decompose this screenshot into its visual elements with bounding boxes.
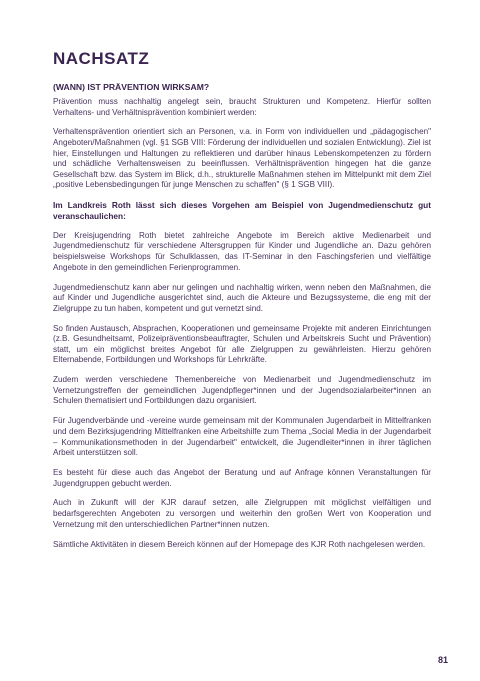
paragraph-intro: Prävention muss nachhaltig angelegt sein, braucht Strukturen und Kompetenz. Hierfür sollten Verhaltens- und Verhältnisprävention kombiniert werden:: [53, 97, 431, 117]
paragraph-highlight: Im Landkreis Roth lässt sich dieses Vorgehen am Beispiel von Jugendmedienschutz gut veranschaulichen:: [53, 200, 431, 221]
section-subheading: (WANN) IST PRÄVENTION WIRKSAM?: [53, 82, 210, 92]
paragraph-kreisjugendring: Der Kreisjugendring Roth bietet zahlreiche Angebote im Bereich aktive Medienarbeit und Jugendmedienschutz für verschiedene Altersgruppen für Kinder und Jugendliche an. Dazu gehören beispielsweise Workshops für Schulklassen, das IT-Seminar in den Faschingsferien und vielfältige Angebote in den gemeindlichen Ferienprogrammen.: [53, 230, 431, 272]
body-text: [53, 97, 431, 559]
paragraph-arbeitshilfe: Für Jugendverbände und -vereine wurde gemeinsam mit der Kommunalen Jugendarbeit in Mittelfranken und dem Bezirksjugendring Mittelfranken eine Arbeitshilfe zum Thema „Social Media in der Jugendarbeit – Kommunikationsmethoden in der Jugendarbeit" entwickelt, die Jugendleiter*innen in ihrer täglichen Arbeit unterstützen soll.: [53, 416, 431, 458]
paragraph-vernetzung: Zudem werden verschiedene Themenbereiche von Medienarbeit und Jugendmedienschutz im Vernetzungstreffen der gemeindlichen Jugendpfleger*innen und der Jugendsozialarbeiter*innen an Schulen thematisiert und Fortbildungen dazu organisiert.: [53, 375, 431, 406]
paragraph-homepage: Sämtliche Aktivitäten in diesem Bereich können auf der Homepage des KJR Roth nachgelesen werden.: [53, 539, 426, 549]
paragraph-beratung: Es besteht für diese auch das Angebot der Beratung und auf Anfrage können Veranstaltungen für Jugendgruppen gebucht werden.: [53, 468, 431, 488]
paragraph-kooperationen: So finden Austausch, Absprachen, Kooperationen und gemeinsame Projekte mit anderen Einrichtungen (z.B. Gesundheitsamt, Polizeipräventionsbeauftragter, Schulen und Arbeitskreis Sucht und Prävention) statt, um ein möglichst breites Angebot für alle Zielgruppen zu gewährleisten. Hierzu gehören Elternabende, Fortbildungen und Workshops für Lehrkräfte.: [53, 323, 431, 365]
paragraph-jugendmedienschutz: Jugendmedienschutz kann aber nur gelingen und nachhaltig wirken, wenn neben den Maßnahmen, die auf Kinder und Jugendliche ausgerichtet sind, auch die Akteure und Bezugssysteme, die eng mit der Zielgruppe zu tun haben, kompetent und gut vernetzt sind.: [53, 282, 431, 313]
page-number: 81: [438, 655, 449, 665]
page-title: NACHSATZ: [53, 49, 150, 68]
paragraph-zukunft: Auch in Zukunft will der KJR darauf setzen, alle Zielgruppen mit möglichst vielfältigen und bedarfsgerechten Angeboten zu versorgen und weiterhin den großen Wert von Kooperation und Vernetzung mit den unterschiedlichen Partner*innen nutzen.: [53, 498, 431, 529]
paragraph-verhaltenspraevention: Verhaltensprävention orientiert sich an Personen, v.a. in Form von individuellen und „pädagogischen" Angeboten/Maßnahmen (vgl. §1 SGB VIII: Förderung der individuellen und sozialen Entwicklung). Ziel ist hier, Einstellungen und Haltungen zu reflektieren und darüber hinaus Lebenskompetenzen zu fördern und schädliche Verhaltensweisen zu beeinflussen. Verhältnisprävention hingegen hat die ganze Gesellschaft bzw. das System im Blick, d.h., strukturelle Maßnahmen stehen im Mittelpunkt mit dem Ziel „positive Lebensbedingungen für junge Menschen zu schaffen" (§ 1 SGB VIII).: [53, 127, 431, 190]
